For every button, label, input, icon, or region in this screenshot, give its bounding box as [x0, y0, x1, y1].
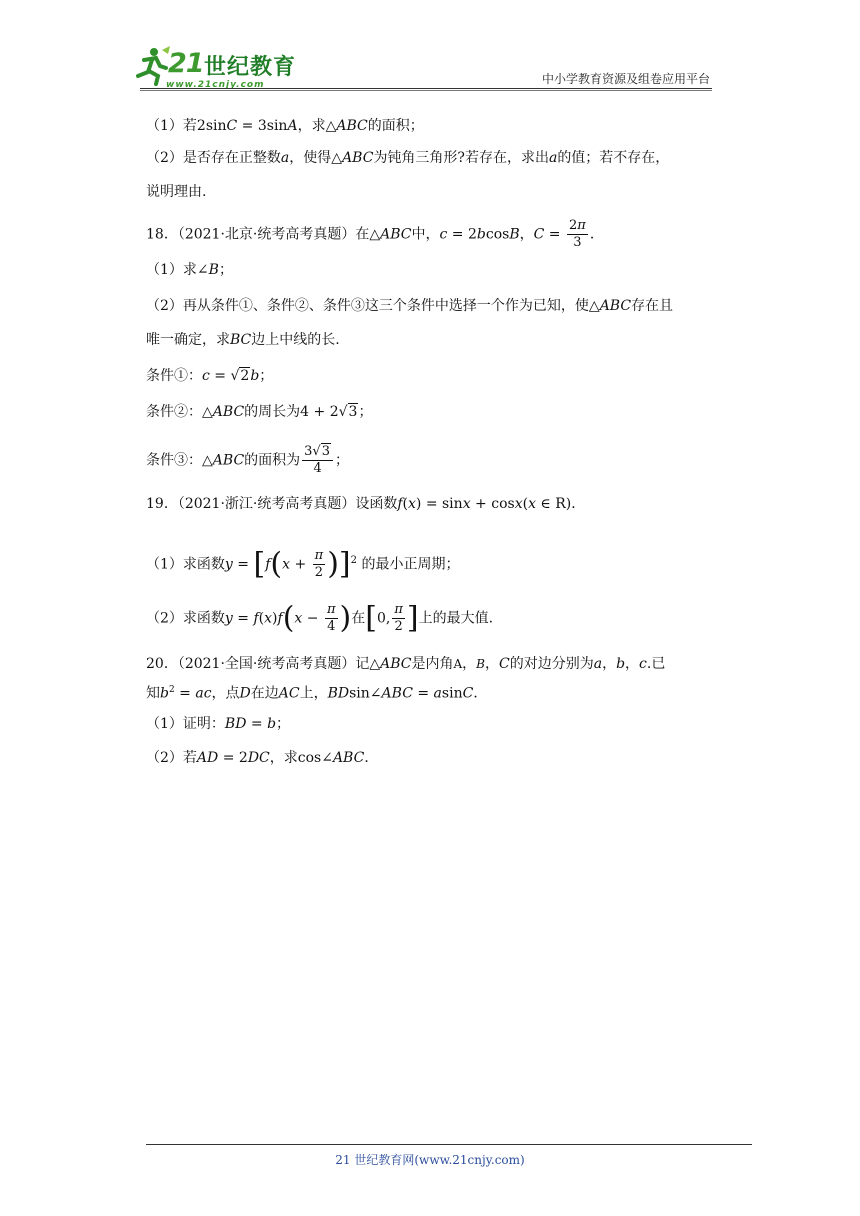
line-5: （1）求∠B；: [146, 262, 233, 278]
logo: [140, 44, 320, 92]
line-14: 20．（2021·全国·统考高考真题）记△ABC是内角A，B，C的对边分别为a，b，c.已: [146, 656, 666, 672]
runner-icon: [134, 46, 170, 86]
footer-rule: [146, 1144, 752, 1145]
line-8: 条件①：c = √2b；: [146, 368, 274, 384]
line-17: （2）若AD = 2DC，求cos∠ABC．: [146, 750, 379, 766]
header-rule-thin: [140, 90, 712, 91]
line-7: 唯一确定，求BC边上中线的长.: [146, 332, 340, 348]
line-12: （1）求函数y = [f(x + $\frac{\pi}{2}$ )]$^2$ 的最小正周期；: [146, 546, 460, 582]
line-2: （2）是否存在正整数a，使得△ABC为钝角三角形?若存在，求出a的值；若不存在，: [146, 150, 670, 166]
line-15: 知$b^2$ = ac，点D在边AC上，BDsin∠ABC = asinC．: [146, 685, 488, 702]
line-10: 条件③：△ABC的面积为 $\frac{3√3}{4}$ ；: [146, 444, 349, 476]
logo-url: www.21cnjy.com: [166, 80, 265, 90]
logo-text: 世纪教育: [204, 55, 297, 80]
line-13: （2）求函数y = f(x)f(x − $\frac{\pi}{4}$ )在[0, $\frac{\pi}{2}$ ]上的最大值.: [146, 600, 494, 636]
line-9: 条件②：△ABC的周长为4 + 2√3；: [146, 404, 373, 420]
line-11: 19．（2021·浙江·统考高考真题）设函数f(x) = sinx + cosx(x ∈ R)．: [146, 496, 586, 512]
line-1: （1）若2sinC = 3sinA，求△ABC的面积；: [146, 118, 424, 134]
line-4: 18．（2021·北京·统考高考真题）在△ABC中，c = 2bcosB，C = $\frac{2\pi}{3}$ ．: [146, 218, 604, 250]
header-rule: [140, 88, 712, 89]
logo-number: 21: [168, 48, 204, 79]
line-3: 说明理由.: [146, 184, 207, 200]
footer-text: 21 世纪教育网(www.21cnjy.com): [335, 1153, 525, 1167]
line-6: （2）再从条件①、条件②、条件③这三个条件中选择一个作为已知，使△ABC存在且: [146, 298, 674, 314]
line-16: （1）证明：BD = b；: [146, 716, 291, 732]
platform-title: 中小学教育资源及组卷应用平台: [541, 72, 710, 86]
